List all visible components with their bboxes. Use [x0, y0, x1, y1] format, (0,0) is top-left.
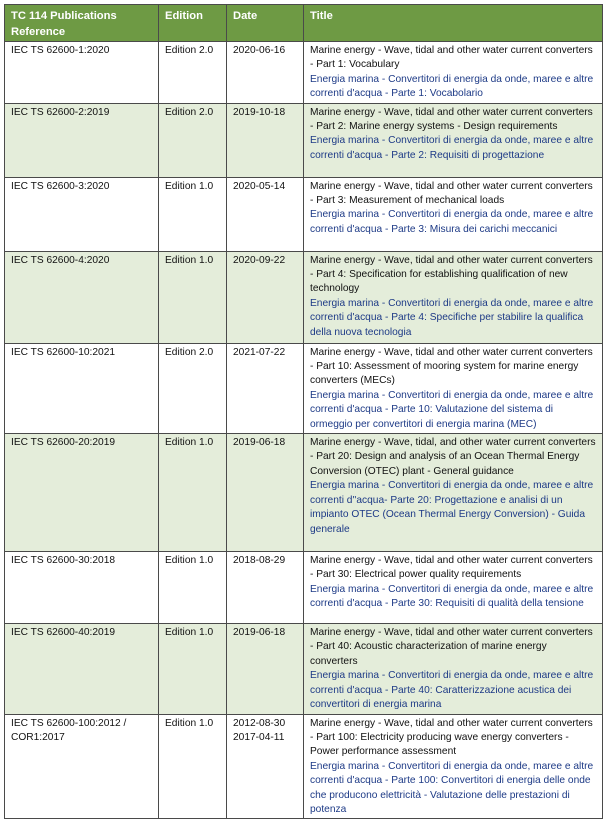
date-value: 2020-06-16 [233, 45, 286, 56]
cell-date [227, 552, 304, 624]
cell-reference: IEC TS 62600-4:2020 [5, 251, 159, 343]
header-date: Date [227, 5, 304, 42]
title-english: Marine energy - Wave, tidal and other water current converters - Part 4: Specification for establishing qualification of new technology [310, 254, 593, 295]
cell-date [227, 42, 304, 104]
date-value: 2020-05-14 [233, 180, 286, 192]
cell-reference: IEC TS 62600-20:2019 [5, 434, 159, 552]
cell-edition: Edition 2.0 [159, 343, 227, 433]
table-row [5, 714, 603, 819]
cell-title [304, 177, 603, 251]
title-italian: Energia marina - Convertitori di energia da onde, maree e altre correnti d'acqua - Parte 3: Misura dei carichi meccanici [310, 209, 594, 235]
cell-date [227, 434, 304, 552]
publications-table [4, 4, 603, 819]
cell-title [304, 103, 603, 177]
title-italian: Energia marina - Convertitori di energia da onde, maree e altre correnti d'acqua - Parte 10: Valutazione del sistema di ormeggio per convertitori di energia marina (MEC) [310, 389, 594, 430]
cell-reference: IEC TS 62600-2:2019 [5, 103, 159, 177]
title-english: Marine energy - Wave, tidal and other water current converters - Part 100: Electricity producing wave energy converters - Power performance assessment [310, 717, 593, 758]
cell-date [227, 343, 304, 433]
title-italian: Energia marina - Convertitori di energia da onde, maree e altre correnti d'acqua - Parte 1: Vocabolario [310, 73, 594, 100]
table-header-row [5, 5, 603, 42]
header-title: Title [304, 5, 603, 42]
cell-title [304, 434, 603, 552]
header-reference: TC 114 Publications Reference [5, 5, 159, 42]
date-value: 2020-09-22 [233, 254, 286, 266]
cell-title [304, 251, 603, 343]
date-value: 2017-04-11 [233, 731, 285, 743]
cell-reference: IEC TS 62600-40:2019 [5, 624, 159, 714]
table-row [5, 552, 603, 624]
table-row [5, 103, 603, 177]
cell-reference: IEC TS 62600-30:2018 [5, 552, 159, 624]
cell-reference: IEC TS 62600-1:2020 [5, 42, 159, 104]
title-italian: Energia marina - Convertitori di energia da onde, maree e altre correnti d'acqua - Parte 40: Caratterizzazione acustica dei convertitori di energia marina [310, 670, 594, 711]
title-english: Marine energy - Wave, tidal and other water current converters - Part 2: Marine energy systems - Design requirements [310, 106, 593, 133]
cell-title [304, 552, 603, 624]
cell-edition: Edition 1.0 [159, 177, 227, 251]
table-body [5, 42, 603, 819]
title-english: Marine energy - Wave, tidal and other water current converters - Part 1: Vocabulary [310, 45, 593, 71]
cell-title [304, 42, 603, 104]
table-row [5, 42, 603, 104]
date-value: 2019-10-18 [233, 106, 286, 118]
cell-title [304, 343, 603, 433]
table-row [5, 251, 603, 343]
title-english: Marine energy - Wave, tidal and other water current converters - Part 10: Assessment of mooring system for marine energy converters (MECs) [310, 346, 593, 387]
title-english: Marine energy - Wave, tidal and other water current converters - Part 30: Electrical power quality requirements [310, 555, 593, 581]
cell-edition: Edition 1.0 [159, 714, 227, 819]
cell-date [227, 177, 304, 251]
publications-table-container [4, 4, 603, 819]
title-italian: Energia marina - Convertitori di energia da onde, maree e altre correnti d'acqua - Parte 30: Requisiti di qualità della tensione [310, 583, 594, 610]
cell-edition: Edition 2.0 [159, 42, 227, 104]
title-italian: Energia marina - Convertitori di energia da onde, maree e altre correnti d'acqua - Parte 2: Requisiti di progettazione [310, 135, 594, 161]
cell-date [227, 624, 304, 714]
cell-title [304, 714, 603, 819]
cell-date [227, 103, 304, 177]
table-row [5, 624, 603, 714]
cell-edition: Edition 2.0 [159, 103, 227, 177]
title-english: Marine energy - Wave, tidal and other water current converters - Part 40: Acoustic characterization of marine energy converters [310, 627, 593, 667]
date-value: 2018-08-29 [233, 555, 286, 567]
cell-date [227, 714, 304, 819]
cell-title [304, 624, 603, 714]
cell-edition: Edition 1.0 [159, 552, 227, 624]
cell-edition: Edition 1.0 [159, 624, 227, 714]
date-value: 2021-07-22 [233, 346, 286, 358]
title-italian: Energia marina - Convertitori di energia da onde, maree e altre correnti d'acqua - Parte 100: Convertitori di energia delle onde che producono elettricità - Valutazione delle prestazioni di potenza [310, 760, 594, 815]
date-value: 2012-08-30 [233, 717, 286, 729]
date-value: 2019-06-18 [233, 627, 286, 639]
title-english: Marine energy - Wave, tidal and other water current converters - Part 3: Measurement of mechanical loads [310, 180, 593, 207]
cell-reference: IEC TS 62600-3:2020 [5, 177, 159, 251]
table-row [5, 343, 603, 433]
title-english: Marine energy - Wave, tidal, and other water current converters - Part 20: Design and analysis of an Ocean Thermal Energy Conversion (OTEC) plant - General guidance [310, 437, 596, 477]
date-value: 2019-06-18 [233, 437, 286, 449]
cell-date [227, 251, 304, 343]
title-italian: Energia marina - Convertitori di energia da onde, maree e altre correnti d''acqua- Parte 20: Progettazione e analisi di un impianto OTEC (Ocean Thermal Energy Conversion) - Guida generale [310, 480, 594, 535]
cell-edition: Edition 1.0 [159, 434, 227, 552]
header-edition: Edition [159, 5, 227, 42]
cell-reference: IEC TS 62600-10:2021 [5, 343, 159, 433]
cell-edition: Edition 1.0 [159, 251, 227, 343]
table-row [5, 434, 603, 552]
title-italian: Energia marina - Convertitori di energia da onde, maree e altre correnti d'acqua - Parte 4: Specifiche per stabilire la qualifica della nuova tecnologia [310, 297, 594, 338]
cell-reference: IEC TS 62600-100:2012 / COR1:2017 [5, 714, 159, 819]
table-row [5, 177, 603, 251]
